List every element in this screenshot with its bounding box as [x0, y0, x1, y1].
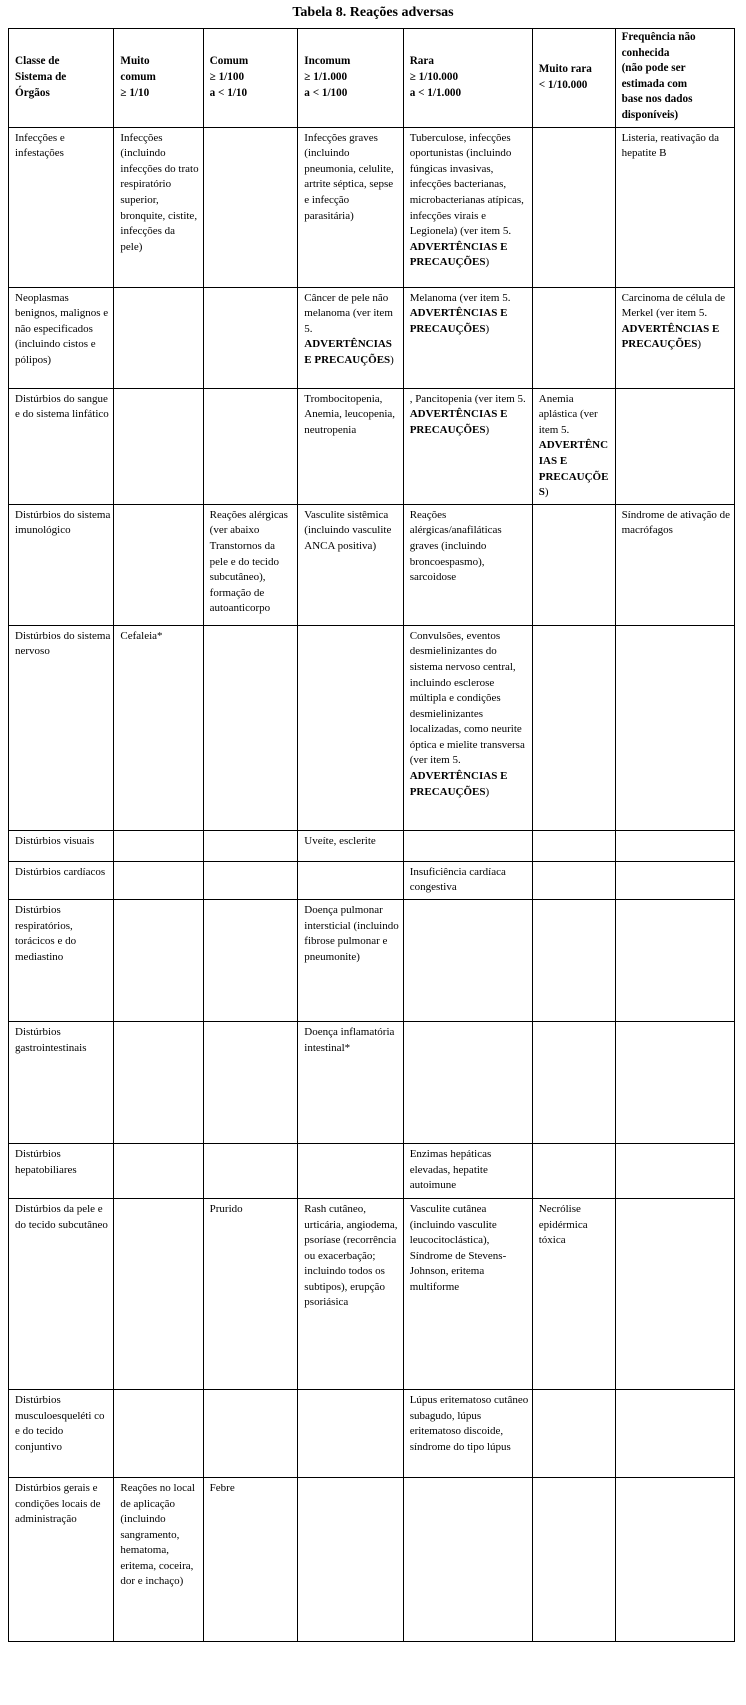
cell-rare: [403, 504, 532, 625]
cell-class: [9, 1389, 114, 1477]
header-cell-uncommon: Incomum ≥ 1/1.000 a < 1/100: [298, 29, 403, 128]
cell-class: [9, 861, 114, 899]
cell-text-after: ): [485, 423, 490, 436]
cell-text: Reações no local de aplicação (incluindo sangramento, hematoma, eritema, coceira, dor e inchaço): [120, 1481, 195, 1588]
cell-text: Insuficiência cardíaca congestiva: [409, 865, 506, 894]
cell-reference-bold: ADVERTÊNCIAS E PRECAUÇÕES: [621, 322, 720, 351]
cell-reference-bold: ADVERTÊNCIAS E PRECAUÇÕES: [304, 338, 392, 366]
cell-unknown: [615, 861, 734, 899]
cell-text: , Pancitopenia (ver item 5.: [409, 392, 526, 405]
table-row: [9, 1198, 735, 1389]
cell-class: [9, 1021, 114, 1143]
cell-uncommon: [298, 625, 403, 830]
cell-rare: [403, 1477, 532, 1641]
cell-rare: [403, 388, 532, 504]
table-row: [9, 287, 735, 388]
cell-text: Distúrbios gastrointestinais: [15, 1025, 87, 1054]
header-cell-class: Classe de Sistema de Órgãos: [9, 29, 114, 128]
cell-text: Doença inflamatória intestinal*: [304, 1025, 395, 1054]
cell-uncommon: [298, 127, 403, 287]
cell-very-rare: [532, 504, 615, 625]
header-cell-unknown: Frequência não conhecida (não pode ser estimada com base nos dados disponíveis): [615, 29, 734, 128]
cell-text: Distúrbios gerais e condições locais de administração: [15, 1481, 101, 1526]
cell-unknown: [615, 830, 734, 861]
cell-unknown: [615, 1198, 734, 1389]
cell-very-common: [114, 625, 203, 830]
cell-class: [9, 625, 114, 830]
cell-text: Câncer de pele não melanoma (ver item 5.: [304, 291, 393, 335]
cell-class: [9, 899, 114, 1021]
cell-rare: [403, 830, 532, 861]
table-row: [9, 861, 735, 899]
table-row: [9, 504, 735, 625]
cell-text: Distúrbios cardíacos: [15, 865, 106, 878]
cell-text: Síndrome de ativação de macrófagos: [621, 508, 730, 537]
cell-very-common: [114, 287, 203, 388]
cell-common: [203, 1477, 298, 1641]
cell-uncommon: [298, 861, 403, 899]
cell-text: Distúrbios do sistema nervoso: [15, 629, 111, 658]
cell-common: [203, 899, 298, 1021]
cell-very-common: [114, 830, 203, 861]
cell-text: Distúrbios visuais: [15, 834, 95, 847]
cell-class: [9, 830, 114, 861]
cell-unknown: [615, 899, 734, 1021]
cell-very-common: [114, 1389, 203, 1477]
header-cell-very-common: Muito comum ≥ 1/10: [114, 29, 203, 128]
cell-text: Distúrbios musculoesqueléti co e do tecido conjuntivo: [15, 1393, 105, 1453]
cell-text: Convulsões, eventos desmielinizantes do sistema nervoso central, incluindo esclerose múltipla e condições desmielinizantes localizadas, como neurite óptica e mielite transversa (ver item 5.: [409, 629, 525, 767]
cell-very-common: [114, 388, 203, 504]
table-body: [9, 29, 735, 1642]
cell-text: Anemia aplástica (ver item 5.: [538, 392, 598, 436]
table-row: [9, 388, 735, 504]
cell-text: Trombocitopenia, Anemia, leucopenia, neutropenia: [304, 392, 396, 436]
cell-uncommon: [298, 1477, 403, 1641]
cell-very-rare: [532, 287, 615, 388]
cell-text: Neoplasmas benignos, malignos e não especificados (incluindo cistos e pólipos): [15, 291, 109, 366]
cell-rare: [403, 861, 532, 899]
cell-text: Vasculite sistêmica (incluindo vasculite ANCA positiva): [304, 508, 392, 552]
cell-uncommon: [298, 388, 403, 504]
cell-text-after: ): [485, 785, 490, 798]
cell-common: [203, 1021, 298, 1143]
table-row: [9, 625, 735, 830]
cell-rare: [403, 1143, 532, 1198]
cell-text: Distúrbios hepatobiliares: [15, 1147, 77, 1176]
cell-very-common: [114, 899, 203, 1021]
cell-unknown: [615, 287, 734, 388]
cell-class: [9, 1198, 114, 1389]
cell-text: Tuberculose, infecções oportunistas (incluindo fúngicas invasivas, infecções bacterianas, microbacterianas atípicas, infecções virais e Legionela) (ver item 5.: [409, 131, 524, 238]
table-row: [9, 1021, 735, 1143]
cell-text: Melanoma (ver item 5.: [409, 291, 511, 304]
cell-very-rare: [532, 625, 615, 830]
cell-class: [9, 504, 114, 625]
cell-unknown: [615, 1021, 734, 1143]
cell-unknown: [615, 504, 734, 625]
cell-rare: [403, 899, 532, 1021]
cell-reference-bold: ADVERTÊNCIAS E PRECAUÇÕES: [538, 439, 609, 499]
table-title: Tabela 8. Reações adversas: [292, 5, 454, 20]
cell-uncommon: [298, 1021, 403, 1143]
table-row: [9, 127, 735, 287]
cell-text: Carcinoma de célula de Merkel (ver item 5.: [621, 291, 726, 320]
cell-class: [9, 127, 114, 287]
cell-common: [203, 388, 298, 504]
cell-class: [9, 287, 114, 388]
cell-text: Febre: [209, 1481, 235, 1494]
header-cell-very-rare: Muito rara < 1/10.000: [532, 29, 615, 128]
cell-common: [203, 625, 298, 830]
cell-common: [203, 504, 298, 625]
cell-text-after: ): [697, 338, 702, 351]
cell-very-common: [114, 1021, 203, 1143]
table-row: [9, 1477, 735, 1641]
cell-text: Infecções graves (incluindo pneumonia, celulite, artrite séptica, sepse e infecção parasitária): [304, 131, 394, 222]
cell-text: Reações alérgicas/anafiláticas graves (incluindo broncoespasmo), sarcoidose: [409, 508, 502, 584]
cell-text: Infecções (incluindo infecções do trato respiratório superior, bronquite, cistite, infecções da pele): [120, 131, 199, 253]
cell-class: [9, 1143, 114, 1198]
cell-class: [9, 1477, 114, 1641]
adverse-reactions-table: [8, 28, 735, 1642]
cell-rare: [403, 1198, 532, 1389]
cell-uncommon: [298, 899, 403, 1021]
cell-common: [203, 287, 298, 388]
cell-very-common: [114, 1198, 203, 1389]
table-row: [9, 830, 735, 861]
cell-rare: [403, 287, 532, 388]
cell-very-rare: [532, 1143, 615, 1198]
cell-text-after: ): [485, 322, 490, 335]
cell-very-rare: [532, 1477, 615, 1641]
cell-unknown: [615, 1389, 734, 1477]
cell-very-rare: [532, 1389, 615, 1477]
cell-reference-bold: ADVERTÊNCIAS E PRECAUÇÕES: [409, 408, 508, 436]
cell-very-rare: [532, 1021, 615, 1143]
cell-text: Infecções e infestações: [15, 131, 65, 160]
cell-rare: [403, 1021, 532, 1143]
cell-text: Distúrbios do sistema imunológico: [15, 508, 111, 537]
cell-common: [203, 1389, 298, 1477]
cell-very-common: [114, 504, 203, 625]
cell-common: [203, 127, 298, 287]
cell-very-common: [114, 861, 203, 899]
cell-unknown: [615, 1143, 734, 1198]
cell-common: [203, 830, 298, 861]
cell-very-rare: [532, 899, 615, 1021]
cell-text: Distúrbios do sangue e do sistema linfático: [15, 392, 109, 421]
cell-very-common: [114, 127, 203, 287]
cell-unknown: [615, 1477, 734, 1641]
cell-rare: [403, 1389, 532, 1477]
cell-text: Vasculite cutânea (incluindo vasculite leucocitoclástica), Síndrome de Stevens-Johnson, eritema multiforme: [409, 1202, 507, 1293]
cell-uncommon: [298, 1143, 403, 1198]
cell-uncommon: [298, 1389, 403, 1477]
cell-rare: [403, 625, 532, 830]
cell-reference-bold: ADVERTÊNCIAS E PRECAUÇÕES: [409, 770, 508, 798]
cell-text: Lúpus eritematoso cutâneo subagudo, lúpus eritematoso discoide, síndrome do tipo lúpus: [409, 1393, 529, 1453]
cell-very-rare: [532, 127, 615, 287]
cell-very-rare: [532, 830, 615, 861]
cell-very-common: [114, 1477, 203, 1641]
table-row: [9, 899, 735, 1021]
cell-uncommon: [298, 287, 403, 388]
cell-text-after: ): [485, 256, 490, 269]
cell-common: [203, 861, 298, 899]
cell-unknown: [615, 625, 734, 830]
cell-text: Reações alérgicas (ver abaixo Transtornos da pele e do tecido subcutâneo), formação de autoanticorpo: [209, 508, 288, 615]
table-row: [9, 1389, 735, 1477]
cell-rare: [403, 127, 532, 287]
header-cell-rare: Rara ≥ 1/10.000 a < 1/1.000: [403, 29, 532, 128]
cell-reference-bold: ADVERTÊNCIAS E PRECAUÇÕES: [409, 240, 508, 269]
cell-text-after: ): [544, 486, 549, 499]
cell-text: Uveíte, esclerite: [304, 834, 376, 847]
cell-reference-bold: ADVERTÊNCIAS E PRECAUÇÕES: [409, 307, 508, 335]
cell-text: Distúrbios da pele e do tecido subcutâneo: [15, 1202, 108, 1231]
cell-text: Listeria, reativação da hepatite B: [621, 131, 719, 160]
cell-text: Cefaleia*: [120, 629, 163, 642]
cell-unknown: [615, 127, 734, 287]
cell-uncommon: [298, 1198, 403, 1389]
cell-common: [203, 1198, 298, 1389]
cell-class: [9, 388, 114, 504]
cell-very-rare: [532, 1198, 615, 1389]
cell-common: [203, 1143, 298, 1198]
cell-very-rare: [532, 388, 615, 504]
cell-very-common: [114, 1143, 203, 1198]
cell-uncommon: [298, 830, 403, 861]
header-cell-common: Comum ≥ 1/100 a < 1/10: [203, 29, 298, 128]
cell-text: Prurido: [209, 1202, 243, 1215]
cell-unknown: [615, 388, 734, 504]
cell-text: Distúrbios respiratórios, torácicos e do mediastino: [15, 903, 77, 963]
cell-text: Rash cutâneo, urticária, angiodema, psoríase (recorrência ou exacerbação; incluindo todos os subtipos), erupção psoriásica: [304, 1202, 398, 1309]
cell-uncommon: [298, 504, 403, 625]
table-row: [9, 1143, 735, 1198]
cell-very-rare: [532, 861, 615, 899]
cell-text: Enzimas hepáticas elevadas, hepatite autoimune: [409, 1147, 492, 1192]
cell-text-after: ): [390, 353, 394, 366]
header-row: [9, 29, 735, 128]
cell-text: Necrólise epidérmica tóxica: [538, 1202, 588, 1247]
cell-text: Doença pulmonar intersticial (incluindo fibrose pulmonar e pneumonite): [304, 903, 399, 963]
